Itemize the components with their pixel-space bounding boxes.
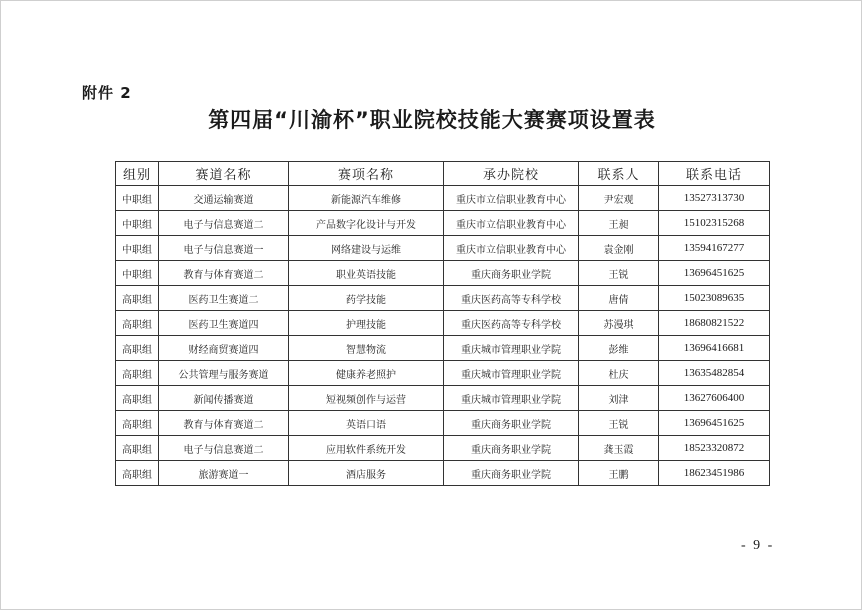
- event-name-cell: 护理技能: [289, 311, 444, 336]
- track-name-cell: 财经商贸赛道四: [159, 336, 289, 361]
- host-school-cell: 重庆市立信职业教育中心: [444, 211, 579, 236]
- table-row: [116, 186, 770, 211]
- group-cell: 中职组: [116, 211, 159, 236]
- table-row: [116, 311, 770, 336]
- host-school-cell: 重庆医药高等专科学校: [444, 311, 579, 336]
- contact-phone-cell: 18623451986: [659, 461, 770, 486]
- contact-person-cell: 龚玉霞: [579, 436, 659, 461]
- contact-phone-cell: 13594167277: [659, 236, 770, 261]
- header-group: 组别: [116, 162, 159, 186]
- track-name-cell: 公共管理与服务赛道: [159, 361, 289, 386]
- event-name-cell: 酒店服务: [289, 461, 444, 486]
- contest-settings-table: [115, 161, 770, 486]
- contact-person-cell: 王锐: [579, 261, 659, 286]
- group-cell: 高职组: [116, 411, 159, 436]
- event-name-cell: 网络建设与运维: [289, 236, 444, 261]
- table-row: [116, 436, 770, 461]
- contact-person-cell: 杜庆: [579, 361, 659, 386]
- event-name-cell: 应用软件系统开发: [289, 436, 444, 461]
- event-name-cell: 英语口语: [289, 411, 444, 436]
- event-name-cell: 药学技能: [289, 286, 444, 311]
- track-name-cell: 医药卫生赛道四: [159, 311, 289, 336]
- host-school-cell: 重庆商务职业学院: [444, 461, 579, 486]
- contact-person-cell: 王昶: [579, 211, 659, 236]
- contact-phone-cell: 13696451625: [659, 261, 770, 286]
- event-name-cell: 短视频创作与运营: [289, 386, 444, 411]
- group-cell: 高职组: [116, 361, 159, 386]
- event-name-cell: 健康养老照护: [289, 361, 444, 386]
- event-name-cell: 产品数字化设计与开发: [289, 211, 444, 236]
- contact-person-cell: 彭维: [579, 336, 659, 361]
- track-name-cell: 教育与体育赛道二: [159, 411, 289, 436]
- event-name-cell: 智慧物流: [289, 336, 444, 361]
- host-school-cell: 重庆城市管理职业学院: [444, 361, 579, 386]
- event-name-cell: 职业英语技能: [289, 261, 444, 286]
- contact-person-cell: 尹宏观: [579, 186, 659, 211]
- host-school-cell: 重庆商务职业学院: [444, 436, 579, 461]
- host-school-cell: 重庆城市管理职业学院: [444, 336, 579, 361]
- contact-person-cell: 王锐: [579, 411, 659, 436]
- group-cell: 高职组: [116, 436, 159, 461]
- track-name-cell: 教育与体育赛道二: [159, 261, 289, 286]
- page-number: - 9 -: [741, 538, 775, 553]
- document-title: 第四届“川渝杯”职业院校技能大赛赛项设置表: [208, 108, 656, 132]
- table-row: [116, 236, 770, 261]
- header-track-name: 赛道名称: [159, 162, 289, 186]
- host-school-cell: 重庆医药高等专科学校: [444, 286, 579, 311]
- header-contact-phone: 联系电话: [659, 162, 770, 186]
- group-cell: 高职组: [116, 336, 159, 361]
- contact-person-cell: 苏漫琪: [579, 311, 659, 336]
- contact-person-cell: 袁金刚: [579, 236, 659, 261]
- table-row: [116, 411, 770, 436]
- track-name-cell: 医药卫生赛道二: [159, 286, 289, 311]
- header-contact-person: 联系人: [579, 162, 659, 186]
- table-row: [116, 286, 770, 311]
- attachment-label: 附件 2: [82, 84, 132, 102]
- group-cell: 高职组: [116, 461, 159, 486]
- group-cell: 高职组: [116, 386, 159, 411]
- table-row: [116, 461, 770, 486]
- event-name-cell: 新能源汽车维修: [289, 186, 444, 211]
- contact-person-cell: 王鹏: [579, 461, 659, 486]
- track-name-cell: 电子与信息赛道二: [159, 211, 289, 236]
- contact-phone-cell: 13696416681: [659, 336, 770, 361]
- header-host-school: 承办院校: [444, 162, 579, 186]
- contact-phone-cell: 15102315268: [659, 211, 770, 236]
- contact-phone-cell: 15023089635: [659, 286, 770, 311]
- contact-phone-cell: 13696451625: [659, 411, 770, 436]
- contact-phone-cell: 13627606400: [659, 386, 770, 411]
- table-header-row: [116, 162, 770, 186]
- table-row: [116, 211, 770, 236]
- track-name-cell: 新闻传播赛道: [159, 386, 289, 411]
- header-event-name: 赛项名称: [289, 162, 444, 186]
- table-row: [116, 261, 770, 286]
- contact-phone-cell: 13527313730: [659, 186, 770, 211]
- table-row: [116, 361, 770, 386]
- host-school-cell: 重庆市立信职业教育中心: [444, 186, 579, 211]
- table-body: [116, 186, 770, 486]
- host-school-cell: 重庆商务职业学院: [444, 261, 579, 286]
- group-cell: 高职组: [116, 311, 159, 336]
- contact-phone-cell: 18523320872: [659, 436, 770, 461]
- table-row: [116, 386, 770, 411]
- group-cell: 中职组: [116, 186, 159, 211]
- track-name-cell: 旅游赛道一: [159, 461, 289, 486]
- group-cell: 高职组: [116, 286, 159, 311]
- host-school-cell: 重庆市立信职业教育中心: [444, 236, 579, 261]
- contact-phone-cell: 18680821522: [659, 311, 770, 336]
- host-school-cell: 重庆城市管理职业学院: [444, 386, 579, 411]
- track-name-cell: 电子与信息赛道二: [159, 436, 289, 461]
- host-school-cell: 重庆商务职业学院: [444, 411, 579, 436]
- contact-phone-cell: 13635482854: [659, 361, 770, 386]
- group-cell: 中职组: [116, 236, 159, 261]
- table-row: [116, 336, 770, 361]
- track-name-cell: 电子与信息赛道一: [159, 236, 289, 261]
- contact-person-cell: 唐倩: [579, 286, 659, 311]
- track-name-cell: 交通运输赛道: [159, 186, 289, 211]
- contact-person-cell: 刘津: [579, 386, 659, 411]
- group-cell: 中职组: [116, 261, 159, 286]
